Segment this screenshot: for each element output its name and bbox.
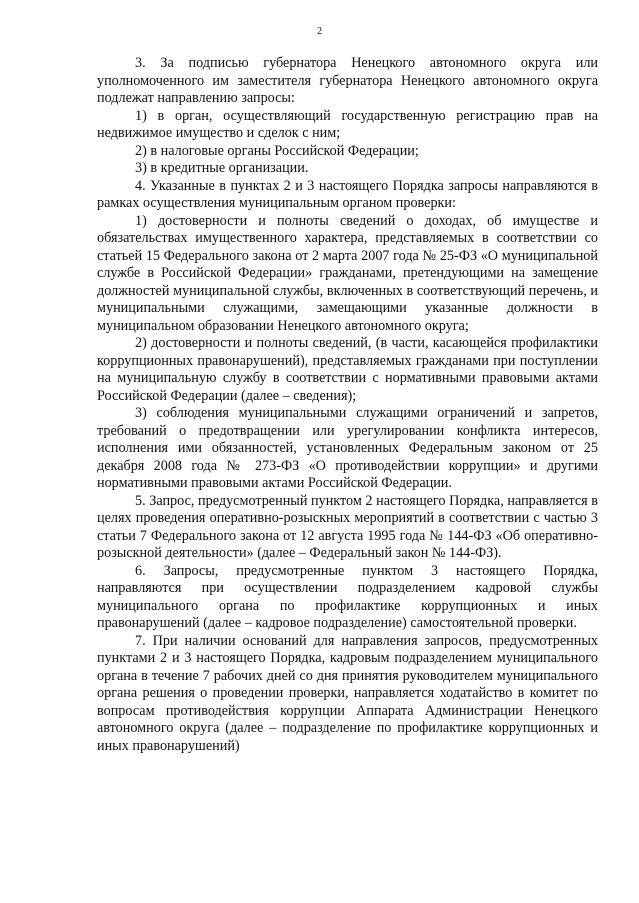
document-body xyxy=(97,55,598,755)
paragraph-item-4: 4. Указанные в пунктах 2 и 3 настоящего Порядка запросы направляются в рамках осуществления муниципальным органом проверки: xyxy=(97,177,598,211)
subitem-4-2: 2) достоверности и полноты сведений, (в части, касающейся профилактики коррупционных правонарушений), представляемых гражданами при поступлении на муниципальную службу в соответствии с нормативными правовыми актами Российской Федерации (далее – сведения); xyxy=(97,335,598,404)
subitem-4-1: 1) достоверности и полноты сведений о доходах, об имуществе и обязательствах имущественного характера, представляемых в соответствии со статьей 15 Федерального закона от 2 марта 2007 года № 25-ФЗ «О муниципальной службе в Российской Федерации» гражданами, претендующими на замещение должностей муниципальной службы, включенных в соответствующий перечень, и муниципальными служащими, замещающими указанные должности в муниципальном образовании Ненецкого автономного округа; xyxy=(97,212,598,334)
paragraph-item-7: 7. При наличии оснований для направления запросов, предусмотренных пунктами 2 и 3 настоящего Порядка, кадровым подразделением муниципального органа в течение 7 рабочих дней со дня принятия руководителем муниципального органа решения о проведении проверки, направляется ходатайство в комитет по вопросам противодействия коррупции Аппарата Администрации Ненецкого автономного округа (далее – подразделение по профилактике коррупционных и иных правонарушений) xyxy=(97,632,598,754)
paragraph-item-3: 3. За подписью губернатора Ненецкого автономного округа или уполномоченного им заместителя губернатора Ненецкого автономного округа подлежат направлению запросы: xyxy=(97,55,598,106)
subitem-3-3: 3) в кредитные организации. xyxy=(135,160,309,176)
subitem-3-1: 1) в орган, осуществляющий государственную регистрацию прав на недвижимое имущество и сделок с ним; xyxy=(97,107,598,141)
subitem-3-2: 2) в налоговые органы Российской Федерации; xyxy=(135,142,419,159)
subitem-4-3: 3) соблюдения муниципальными служащими ограничений и запретов, требований о предотвращении или урегулировании конфликта интересов, исполнения ими обязанностей, установленных Федеральным законом от 25 декабря 2008 года № 273-ФЗ «О противодействии коррупции» и другими нормативными правовыми актами Российской Федерации. xyxy=(97,405,598,491)
paragraph-item-6: 6. Запросы, предусмотренные пунктом 3 настоящего Порядка, направляются при осуществлении подразделением кадровой службы муниципального органа по профилактике коррупционных и иных правонарушений (далее – кадровое подразделение) самостоятельной проверки. xyxy=(97,562,598,631)
page-number: 2 xyxy=(317,26,322,37)
paragraph-item-5: 5. Запрос, предусмотренный пунктом 2 настоящего Порядка, направляется в целях проведения оперативно-розыскных мероприятий в соответствии с частью 3 статьи 7 Федерального закона от 12 августа 1995 года № 144-ФЗ «Об оперативно-розыскной деятельности» (далее – Федеральный закон № 144-ФЗ). xyxy=(97,492,598,561)
